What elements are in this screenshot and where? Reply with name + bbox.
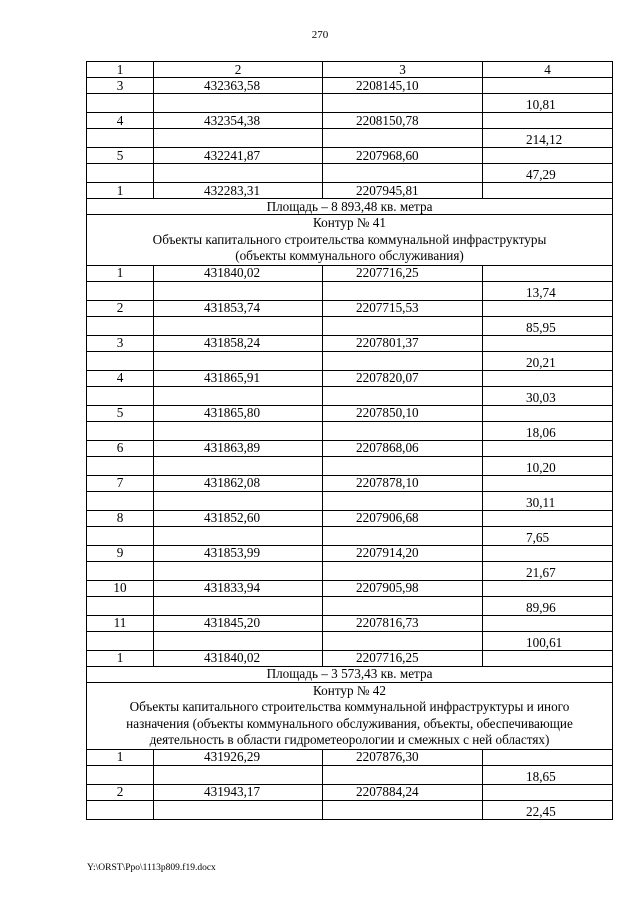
point-number: 6	[87, 440, 154, 456]
empty-cell	[323, 129, 483, 148]
point-row	[87, 784, 613, 800]
coord-y: 2207906,68	[323, 510, 483, 526]
column-header: 3	[323, 62, 483, 78]
coord-y: 2208150,78	[323, 113, 483, 129]
distance-empty	[483, 440, 613, 456]
point-number: 2	[87, 784, 154, 800]
coord-y: 2207820,07	[323, 370, 483, 386]
empty-cell	[323, 94, 483, 113]
point-row	[87, 580, 613, 596]
point-row	[87, 183, 613, 199]
empty-cell	[323, 316, 483, 335]
point-row	[87, 749, 613, 765]
empty-cell	[154, 491, 323, 510]
empty-cell	[323, 456, 483, 475]
coord-y: 2207945,81	[323, 183, 483, 199]
distance-empty	[483, 300, 613, 316]
empty-cell	[323, 596, 483, 615]
distance-empty	[483, 510, 613, 526]
coordinates-table-body	[87, 62, 613, 820]
distance-empty	[483, 545, 613, 561]
empty-cell	[87, 386, 154, 405]
distance-row	[87, 351, 613, 370]
distance-row	[87, 456, 613, 475]
point-number: 2	[87, 300, 154, 316]
distance-row	[87, 526, 613, 545]
distance-row	[87, 631, 613, 650]
distance-row	[87, 164, 613, 183]
coord-y: 2207816,73	[323, 615, 483, 631]
point-row	[87, 300, 613, 316]
distance-empty	[483, 580, 613, 596]
coord-x: 431845,20	[154, 615, 323, 631]
empty-cell	[154, 526, 323, 545]
coord-y: 2207850,10	[323, 405, 483, 421]
coord-y: 2208145,10	[323, 78, 483, 94]
segment-length: 10,20	[483, 456, 613, 475]
segment-length: 10,81	[483, 94, 613, 113]
segment-length: 100,61	[483, 631, 613, 650]
distance-row	[87, 316, 613, 335]
coord-y: 2207801,37	[323, 335, 483, 351]
empty-cell	[154, 281, 323, 300]
point-number: 4	[87, 113, 154, 129]
coord-x: 432241,87	[154, 148, 323, 164]
coord-x: 431865,91	[154, 370, 323, 386]
distance-empty	[483, 370, 613, 386]
segment-length: 21,67	[483, 561, 613, 580]
empty-cell	[87, 421, 154, 440]
empty-cell	[323, 526, 483, 545]
empty-cell	[323, 631, 483, 650]
distance-row	[87, 765, 613, 784]
empty-cell	[87, 800, 154, 819]
column-header: 2	[154, 62, 323, 78]
coord-x: 431840,02	[154, 650, 323, 666]
empty-cell	[154, 386, 323, 405]
point-row	[87, 510, 613, 526]
coord-x: 431865,80	[154, 405, 323, 421]
empty-cell	[323, 765, 483, 784]
coord-y: 2207968,60	[323, 148, 483, 164]
coord-x: 431863,89	[154, 440, 323, 456]
segment-length: 18,65	[483, 765, 613, 784]
empty-cell	[87, 316, 154, 335]
coord-y: 2207878,10	[323, 475, 483, 491]
point-row	[87, 113, 613, 129]
empty-cell	[323, 281, 483, 300]
coord-y: 2207876,30	[323, 749, 483, 765]
point-number: 8	[87, 510, 154, 526]
point-row	[87, 370, 613, 386]
point-number: 4	[87, 370, 154, 386]
point-number: 1	[87, 650, 154, 666]
point-row	[87, 405, 613, 421]
empty-cell	[154, 456, 323, 475]
empty-cell	[87, 631, 154, 650]
point-number: 3	[87, 78, 154, 94]
point-number: 5	[87, 405, 154, 421]
area-total: Площадь – 3 573,43 кв. метра	[87, 666, 613, 682]
empty-cell	[323, 561, 483, 580]
empty-cell	[87, 561, 154, 580]
distance-empty	[483, 183, 613, 199]
distance-empty	[483, 475, 613, 491]
empty-cell	[323, 491, 483, 510]
segment-length: 7,65	[483, 526, 613, 545]
point-number: 5	[87, 148, 154, 164]
coord-x: 431840,02	[154, 265, 323, 281]
empty-cell	[87, 456, 154, 475]
distance-row	[87, 596, 613, 615]
distance-empty	[483, 615, 613, 631]
segment-length: 13,74	[483, 281, 613, 300]
contour-41-heading-line: (объекты коммунального обслуживания)	[235, 248, 464, 263]
distance-empty	[483, 784, 613, 800]
distance-empty	[483, 78, 613, 94]
segment-length: 85,95	[483, 316, 613, 335]
coord-x: 431943,17	[154, 784, 323, 800]
empty-cell	[87, 596, 154, 615]
contour-42-heading-line: Контур № 42	[313, 682, 386, 698]
contour-41-heading-line: Контур № 41	[313, 215, 386, 230]
coord-x: 431853,74	[154, 300, 323, 316]
area-total: Площадь – 8 893,48 кв. метра	[87, 199, 613, 215]
empty-cell	[154, 94, 323, 113]
point-number: 1	[87, 183, 154, 199]
empty-cell	[87, 129, 154, 148]
empty-cell	[87, 526, 154, 545]
coord-x: 431853,99	[154, 545, 323, 561]
coord-y: 2207715,53	[323, 300, 483, 316]
empty-cell	[323, 421, 483, 440]
segment-length: 22,45	[483, 800, 613, 819]
empty-cell	[323, 386, 483, 405]
segment-length: 20,21	[483, 351, 613, 370]
distance-row	[87, 386, 613, 405]
empty-cell	[154, 316, 323, 335]
empty-cell	[87, 164, 154, 183]
empty-cell	[87, 765, 154, 784]
distance-empty	[483, 148, 613, 164]
distance-row	[87, 421, 613, 440]
coord-x: 431852,60	[154, 510, 323, 526]
contour-41-heading-line: Объекты капитального строительства коммунальной инфраструктуры	[152, 231, 547, 247]
coord-y: 2207868,06	[323, 440, 483, 456]
distance-row	[87, 800, 613, 819]
coord-y: 2207716,25	[323, 650, 483, 666]
point-number: 9	[87, 545, 154, 561]
distance-row	[87, 491, 613, 510]
contour-41-heading-row	[87, 215, 613, 266]
empty-cell	[87, 281, 154, 300]
coord-x: 432363,58	[154, 78, 323, 94]
page-number: 270	[311, 29, 329, 41]
point-row	[87, 545, 613, 561]
point-row	[87, 148, 613, 164]
empty-cell	[154, 164, 323, 183]
distance-empty	[483, 113, 613, 129]
coord-x: 431833,94	[154, 580, 323, 596]
distance-empty	[483, 650, 613, 666]
distance-empty	[483, 405, 613, 421]
empty-cell	[154, 129, 323, 148]
distance-row	[87, 281, 613, 300]
point-number: 7	[87, 475, 154, 491]
point-number: 10	[87, 580, 154, 596]
file-path-footer: Y:\ORST\Ppo\1113p809.f19.docx	[87, 863, 216, 873]
coord-y: 2207914,20	[323, 545, 483, 561]
empty-cell	[87, 491, 154, 510]
contour-41-heading	[87, 215, 613, 266]
contour-42-heading	[87, 682, 613, 749]
empty-cell	[323, 351, 483, 370]
point-row	[87, 335, 613, 351]
empty-cell	[87, 351, 154, 370]
area-total-row	[87, 199, 613, 215]
point-row	[87, 440, 613, 456]
column-header-row	[87, 62, 613, 78]
coord-x: 431862,08	[154, 475, 323, 491]
contour-42-heading-line: деятельность в области гидрометеорологии и смежных с ней областях)	[149, 732, 550, 747]
coordinates-table	[86, 61, 613, 820]
segment-length: 214,12	[483, 129, 613, 148]
distance-empty	[483, 335, 613, 351]
point-number: 11	[87, 615, 154, 631]
segment-length: 30,03	[483, 386, 613, 405]
column-header: 4	[483, 62, 613, 78]
segment-length: 89,96	[483, 596, 613, 615]
empty-cell	[154, 561, 323, 580]
point-number: 1	[87, 265, 154, 281]
coord-y: 2207905,98	[323, 580, 483, 596]
distance-row	[87, 94, 613, 113]
contour-42-heading-row	[87, 682, 613, 749]
point-row	[87, 475, 613, 491]
contour-42-heading-line: Объекты капитального строительства коммунальной инфраструктуры и иного	[129, 699, 570, 714]
distance-empty	[483, 749, 613, 765]
coord-x: 432283,31	[154, 183, 323, 199]
empty-cell	[154, 765, 323, 784]
segment-length: 47,29	[483, 164, 613, 183]
coord-x: 431926,29	[154, 749, 323, 765]
point-number: 1	[87, 749, 154, 765]
empty-cell	[154, 351, 323, 370]
distance-row	[87, 129, 613, 148]
point-row	[87, 615, 613, 631]
contour-42-heading-line: назначения (объекты коммунального обслуживания, объекты, обеспечивающие	[126, 715, 573, 731]
point-row	[87, 78, 613, 94]
segment-length: 18,06	[483, 421, 613, 440]
coord-y: 2207884,24	[323, 784, 483, 800]
empty-cell	[154, 596, 323, 615]
empty-cell	[154, 800, 323, 819]
distance-empty	[483, 265, 613, 281]
empty-cell	[323, 164, 483, 183]
point-number: 3	[87, 335, 154, 351]
empty-cell	[154, 421, 323, 440]
column-header: 1	[87, 62, 154, 78]
empty-cell	[87, 94, 154, 113]
coord-x: 431858,24	[154, 335, 323, 351]
point-row	[87, 650, 613, 666]
area-total-row	[87, 666, 613, 682]
empty-cell	[154, 631, 323, 650]
empty-cell	[323, 800, 483, 819]
coord-x: 432354,38	[154, 113, 323, 129]
distance-row	[87, 561, 613, 580]
coord-y: 2207716,25	[323, 265, 483, 281]
segment-length: 30,11	[483, 491, 613, 510]
point-row	[87, 265, 613, 281]
